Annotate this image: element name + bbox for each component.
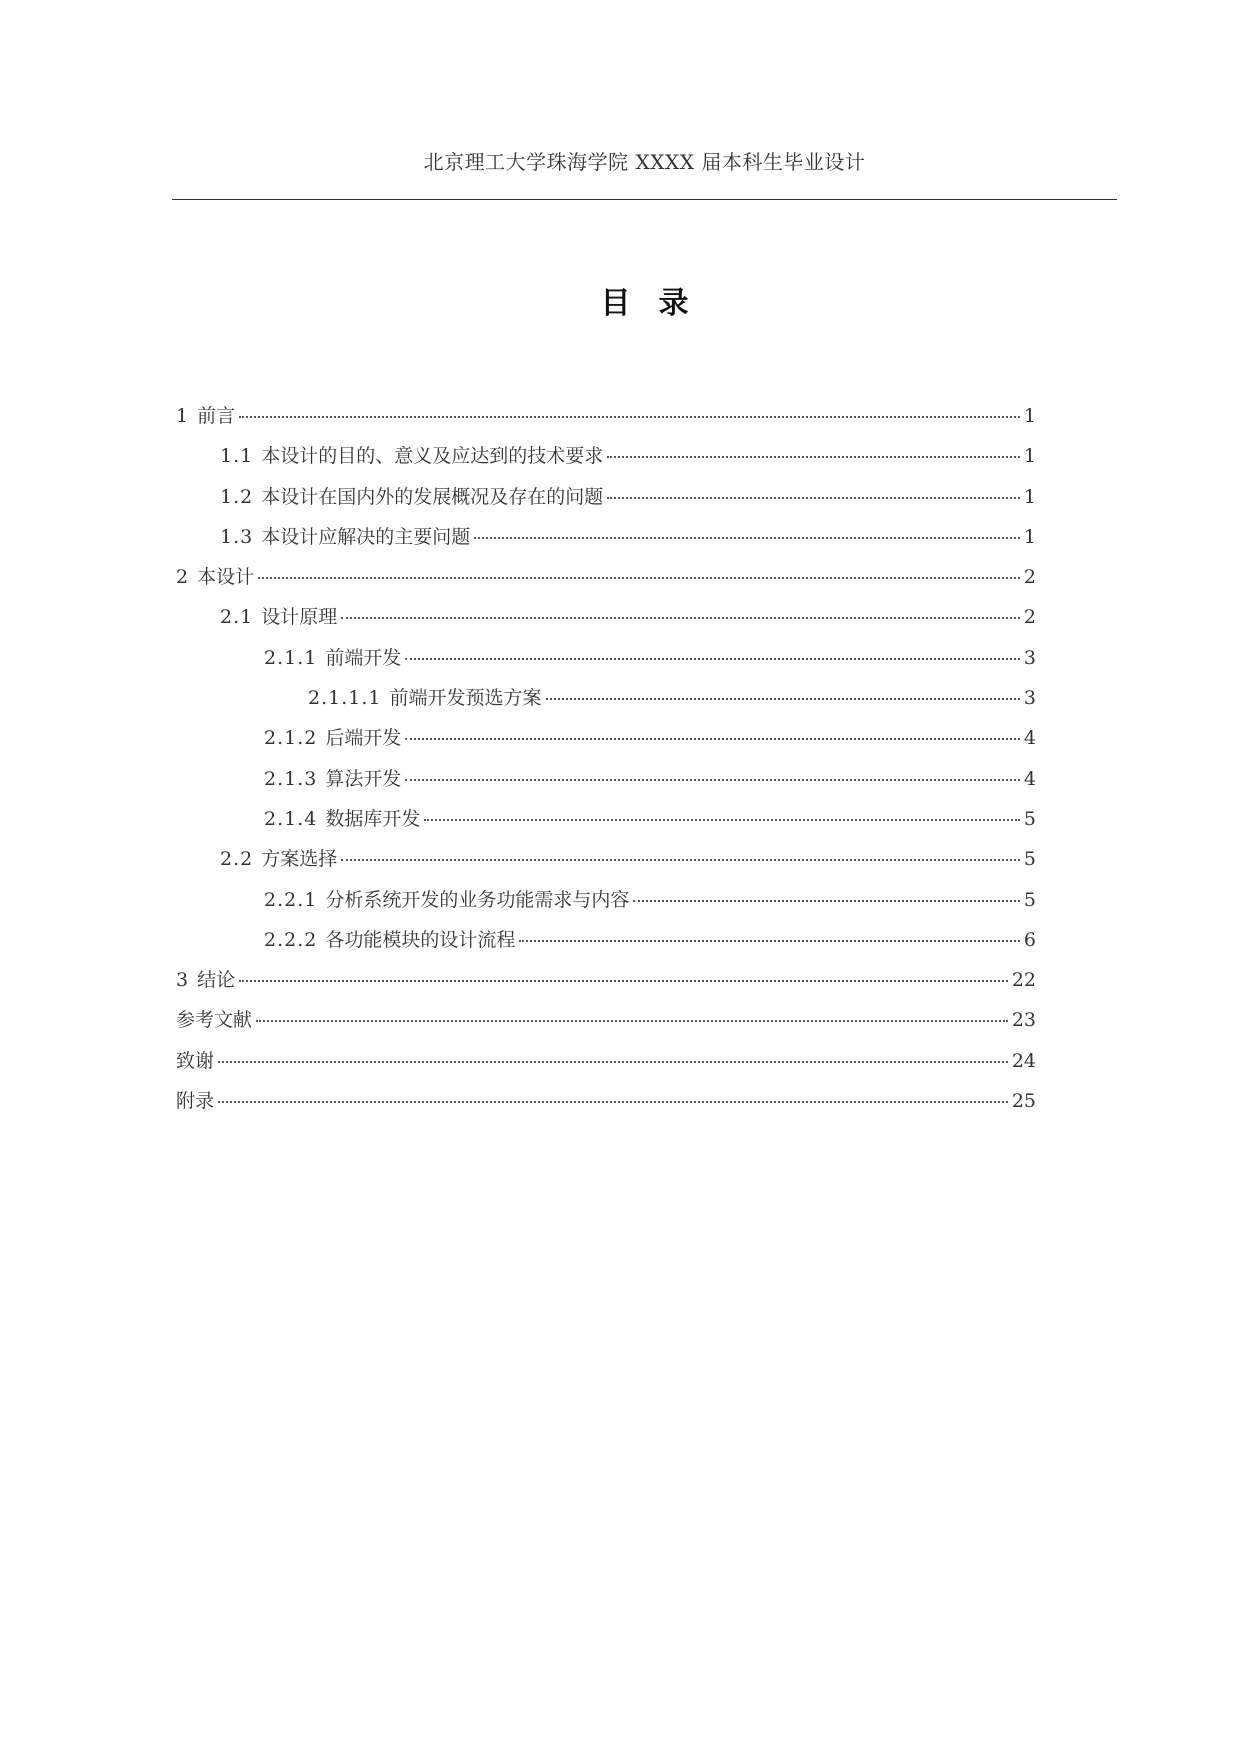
toc-entry-number: 2 <box>176 566 190 589</box>
toc-entry-page: 1 <box>1023 485 1036 508</box>
toc-dot-leader <box>405 738 1020 740</box>
toc-entry-label: 方案选择 <box>261 848 338 871</box>
toc-entry-label: 分析系统开发的业务功能需求与内容 <box>325 888 630 911</box>
toc-entry-label: 前端开发 <box>325 646 402 669</box>
toc-dot-leader <box>546 698 1020 700</box>
toc-entry-label: 本设计的目的、意义及应达到的技术要求 <box>261 445 604 468</box>
toc-entry-label: 后端开发 <box>325 727 402 750</box>
toc-dot-leader <box>239 980 1008 982</box>
toc-entry-number: 2.2.1 <box>264 888 318 911</box>
toc-entry-label: 附录 <box>176 1090 215 1113</box>
toc-entry-page: 24 <box>1011 1049 1036 1072</box>
header-rule <box>172 199 1117 200</box>
toc-dot-leader <box>239 416 1020 418</box>
toc-entry-number: 2.1 <box>220 606 254 629</box>
toc-entry[interactable] <box>176 886 1036 926</box>
toc-entry[interactable] <box>176 483 1036 523</box>
toc-dot-leader <box>218 1061 1008 1063</box>
toc-entry[interactable] <box>176 402 1036 442</box>
toc-title: 目录 <box>600 286 717 321</box>
toc-entry-label: 设计原理 <box>261 606 338 629</box>
toc-entry-label: 结论 <box>197 969 236 992</box>
toc-entry-label: 参考文献 <box>176 1009 253 1032</box>
toc-entry-page: 23 <box>1011 1009 1036 1032</box>
toc-entry[interactable] <box>176 442 1036 482</box>
toc-dot-leader <box>607 456 1020 458</box>
toc-entry-label: 各功能模块的设计流程 <box>325 928 516 951</box>
toc-entry-page: 4 <box>1023 767 1036 790</box>
toc-dot-leader <box>405 658 1020 660</box>
toc-dot-leader <box>474 537 1020 539</box>
toc-entry-number: 2.1.3 <box>264 767 318 790</box>
toc-dot-leader <box>519 940 1020 942</box>
toc-entry-number: 2.2 <box>220 848 254 871</box>
toc-dot-leader <box>405 779 1020 781</box>
toc-entry-page: 2 <box>1023 606 1036 629</box>
toc-entry-page: 3 <box>1023 687 1036 710</box>
toc-entry-number: 1.2 <box>220 485 254 508</box>
toc-entry-page: 2 <box>1023 566 1036 589</box>
toc-entry[interactable] <box>176 966 1036 1006</box>
toc-entry-page: 25 <box>1011 1090 1036 1113</box>
toc-entry-number: 1.3 <box>220 525 254 548</box>
toc-entry[interactable] <box>176 805 1036 845</box>
toc-entry-label: 前言 <box>197 405 236 427</box>
toc-entry-page: 1 <box>1023 525 1036 548</box>
toc-entry[interactable] <box>176 644 1036 684</box>
toc-entry-label: 前端开发预选方案 <box>389 687 542 710</box>
toc-entry-label: 本设计在国内外的发展概况及存在的问题 <box>261 485 604 508</box>
toc-dot-leader <box>341 617 1020 619</box>
toc-entry-label: 数据库开发 <box>325 807 421 830</box>
toc-entry[interactable] <box>176 523 1036 563</box>
toc-dot-leader <box>607 497 1020 499</box>
toc-entry-number: 1 <box>176 405 190 427</box>
toc-entry-page: 5 <box>1023 888 1036 911</box>
toc-entry-number: 1.1 <box>220 445 254 468</box>
toc-entry-label: 本设计 <box>197 566 255 589</box>
toc-entry-page: 5 <box>1023 848 1036 871</box>
page-header: 北京理工大学珠海学院 XXXX 届本科生毕业设计 <box>423 150 866 174</box>
toc-entry[interactable] <box>176 1047 1036 1087</box>
toc-entry-number: 2.1.4 <box>264 807 318 830</box>
toc-entry-number: 2.1.2 <box>264 727 318 750</box>
toc-entry-page: 3 <box>1023 646 1036 669</box>
toc-entry[interactable] <box>176 926 1036 966</box>
toc-entry[interactable] <box>176 845 1036 885</box>
toc-entry-page: 22 <box>1011 969 1036 992</box>
toc-dot-leader <box>633 900 1020 902</box>
toc-entry-page: 4 <box>1023 727 1036 750</box>
toc-entry-label: 致谢 <box>176 1049 215 1072</box>
toc-entry-number: 2.1.1.1 <box>308 687 382 710</box>
toc-entry-number: 2.1.1 <box>264 646 318 669</box>
toc-entry-page: 6 <box>1023 928 1036 951</box>
toc-entry[interactable] <box>176 1006 1036 1046</box>
toc-dot-leader <box>256 1020 1008 1022</box>
toc-entry-page: 1 <box>1023 405 1036 427</box>
toc-entry-number: 3 <box>176 969 190 992</box>
toc-entry-page: 5 <box>1023 807 1036 830</box>
toc-dot-leader <box>258 577 1020 579</box>
toc-entry[interactable] <box>176 563 1036 603</box>
toc-entry-label: 算法开发 <box>325 767 402 790</box>
table-of-contents <box>176 402 1036 1127</box>
toc-entry[interactable] <box>176 1087 1036 1127</box>
toc-entry[interactable] <box>176 684 1036 724</box>
toc-entry-label: 本设计应解决的主要问题 <box>261 525 471 548</box>
toc-entry[interactable] <box>176 765 1036 805</box>
toc-entry-number: 2.2.2 <box>264 928 318 951</box>
toc-dot-leader <box>218 1101 1008 1103</box>
toc-entry[interactable] <box>176 603 1036 643</box>
toc-dot-leader <box>424 819 1020 821</box>
toc-dot-leader <box>341 859 1020 861</box>
toc-entry-page: 1 <box>1023 445 1036 468</box>
toc-entry[interactable] <box>176 724 1036 764</box>
